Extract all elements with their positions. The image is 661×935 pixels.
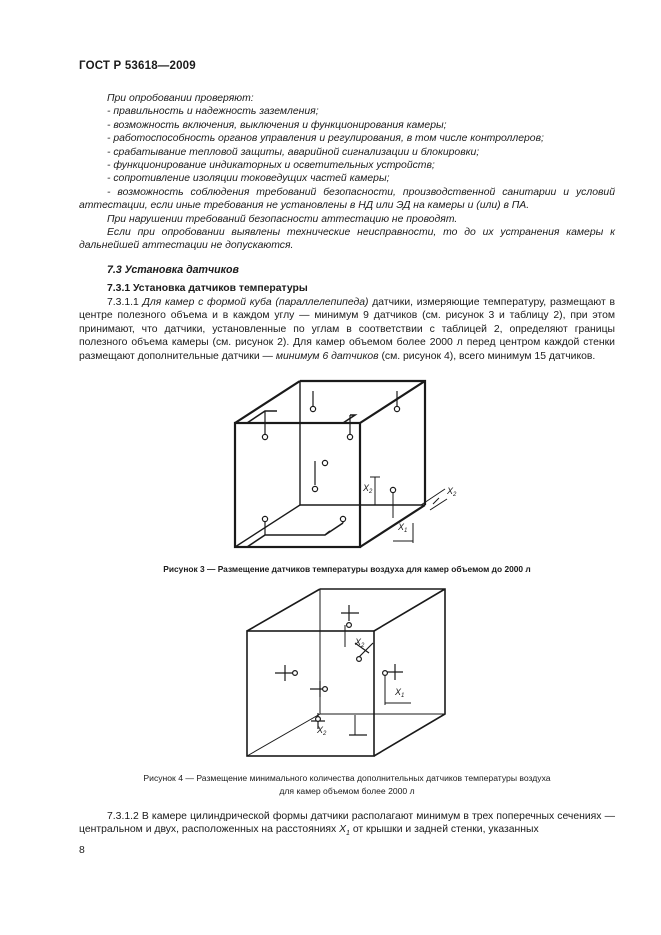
inspection-item: - функционирование индикаторных и осветительных устройств; <box>107 160 435 172</box>
inspection-item: - правильность и надежность заземления; <box>107 106 319 118</box>
document-header: ГОСТ Р 53618—2009 <box>79 60 196 72</box>
inspection-item: - срабатывание тепловой защиты, аварийной сигнализации и блокировки; <box>107 146 480 158</box>
sensor-markers <box>293 623 388 722</box>
figure-4-caption-line-2: для камер объемом более 2000 л <box>279 785 415 796</box>
paragraph-text-2: (см. рисунок 4), всего минимум 15 датчиков. <box>381 350 596 362</box>
inspection-item: - сопротивление изоляции токоведущих частей камеры; <box>107 173 390 185</box>
cube-front-face <box>235 423 360 547</box>
figure-3-diagram <box>225 373 465 555</box>
cube-front-face <box>247 631 374 756</box>
paragraph-number: 7.3.1.1 <box>107 297 139 308</box>
fig3-label-x1: $X_1$ <box>398 522 408 534</box>
page-number: 8 <box>79 845 85 856</box>
paragraph-emphasis-2: минимум 6 датчиков <box>275 350 379 362</box>
inspection-item: - работоспособность органов управления и регулирования, в том числе контроллеров; <box>107 133 544 145</box>
safety-paragraph: При нарушении требований безопасности аттестацию не проводят. <box>107 213 458 225</box>
figure-4-caption-line-1: Рисунок 4 — Размещение минимального количества дополнительных датчиков температуры воздуха <box>143 773 551 783</box>
fig3-label-x2: $X_2$ <box>447 486 457 498</box>
paragraph-text: 7.3.1.2 В камере цилиндрической формы датчики располагают минимум в трех поперечных сечениях — центральном и двух, расположенных на расстояниях <box>79 811 615 836</box>
variable-x: $X_1$ <box>339 824 350 838</box>
section-heading-7-3-1: 7.3.1 Установка датчиков температуры <box>107 283 308 294</box>
fig4-label-xv: $X_2$ <box>317 725 327 737</box>
figure-3-caption: Рисунок 3 — Размещение датчиков температуры воздуха для камер объемом до 2000 л <box>163 564 531 574</box>
paragraph-7-3-1-1 <box>79 296 615 363</box>
paragraph-text: датчики, измеряющие температуру, размещают в центре полезного объема и в каждом углу — минимум 9 датчиков (см. рисунок 3 и таблицу 2), при этом принимают, что датчики, установленные по углам в соответствии с таблицей 2, определяют границы полезного объема камеры (см. рисунок 2). Для камер объемом более 2000 л перед центром каждой стенки размещают дополнительные датчики — <box>79 297 615 362</box>
cube-hidden-diagonal <box>235 505 300 547</box>
figure-4-caption <box>79 772 615 797</box>
paragraph-text-2: от крышки и задней стенки, указанных <box>352 824 539 836</box>
paragraph-emphasis: Для камер с формой куба (параллелепипеда) <box>142 297 369 308</box>
inspection-list <box>79 92 615 253</box>
fig4-label-x1: $X_1$ <box>395 687 405 699</box>
figure-4-diagram <box>243 585 453 765</box>
inspection-item: - возможность включения, выключения и функционирования камеры; <box>107 119 447 131</box>
section-heading-7-3: 7.3 Установка датчиков <box>107 264 239 276</box>
inspection-item: - возможность соблюдения требований безопасности, производственной санитарии и условий аттестации, если иные требования не установлены в НД или ЭД на камеры и (или) в ПА. <box>79 186 615 212</box>
fig4-label-x2: $X_2$ <box>355 637 365 649</box>
paragraph-7-3-1-2 <box>79 810 615 841</box>
fault-paragraph: Если при опробовании выявлены технические неисправности, то до их устранения камеры к дальнейшей аттестации не допускаются. <box>79 227 615 252</box>
fig3-label-xv: $X_2$ <box>363 483 373 495</box>
inspection-lead: При опробовании проверяют: <box>107 93 254 104</box>
